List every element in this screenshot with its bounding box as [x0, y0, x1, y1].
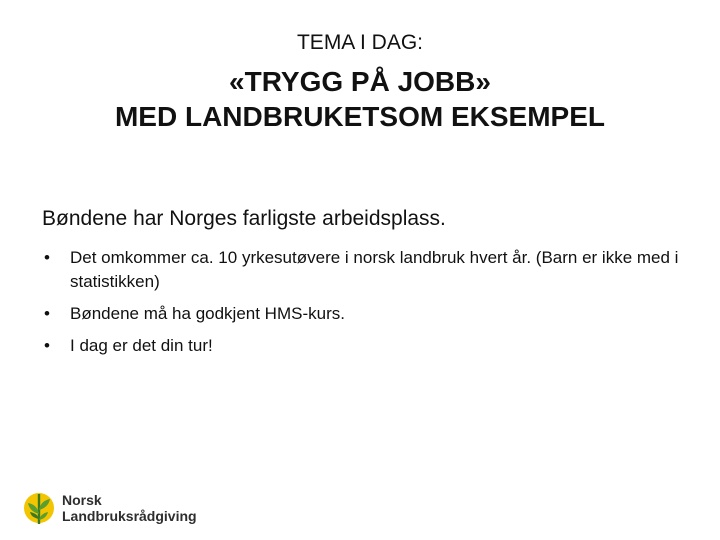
slide-body: [42, 204, 702, 366]
bullet-item: [42, 302, 702, 326]
logo-line-2: Landbruksrådgiving: [62, 507, 197, 524]
bullet-icon: •: [44, 336, 50, 355]
lead-text: Bøndene har Norges farligste arbeidsplass.: [42, 207, 446, 230]
bullet-item: [42, 334, 702, 358]
headline-line-2: MED LANDBRUKETSOM EKSEMPEL: [114, 101, 605, 132]
bullet-icon: •: [44, 304, 50, 323]
logo-text: [62, 492, 197, 525]
bullet-text: Det omkommer ca. 10 yrkesutøvere i norsk landbruk hvert år. (Barn er ikke med i statistikken): [70, 248, 679, 291]
bullet-text: Bøndene må ha godkjent HMS-kurs.: [70, 304, 345, 323]
wheat-sun-logo-icon: [22, 488, 56, 528]
slide-kicker: TEMA I DAG:: [296, 31, 424, 54]
bullet-text: I dag er det din tur!: [70, 336, 213, 355]
bullet-icon: •: [44, 248, 50, 267]
bullet-list: [42, 246, 702, 358]
headline-line-1: «TRYGG PÅ JOBB»: [229, 66, 491, 97]
company-logo: [22, 486, 197, 530]
slide-headline: [0, 64, 720, 134]
logo-line-1: Norsk: [62, 491, 102, 508]
bullet-item: [42, 246, 702, 294]
title-area: [0, 28, 720, 134]
